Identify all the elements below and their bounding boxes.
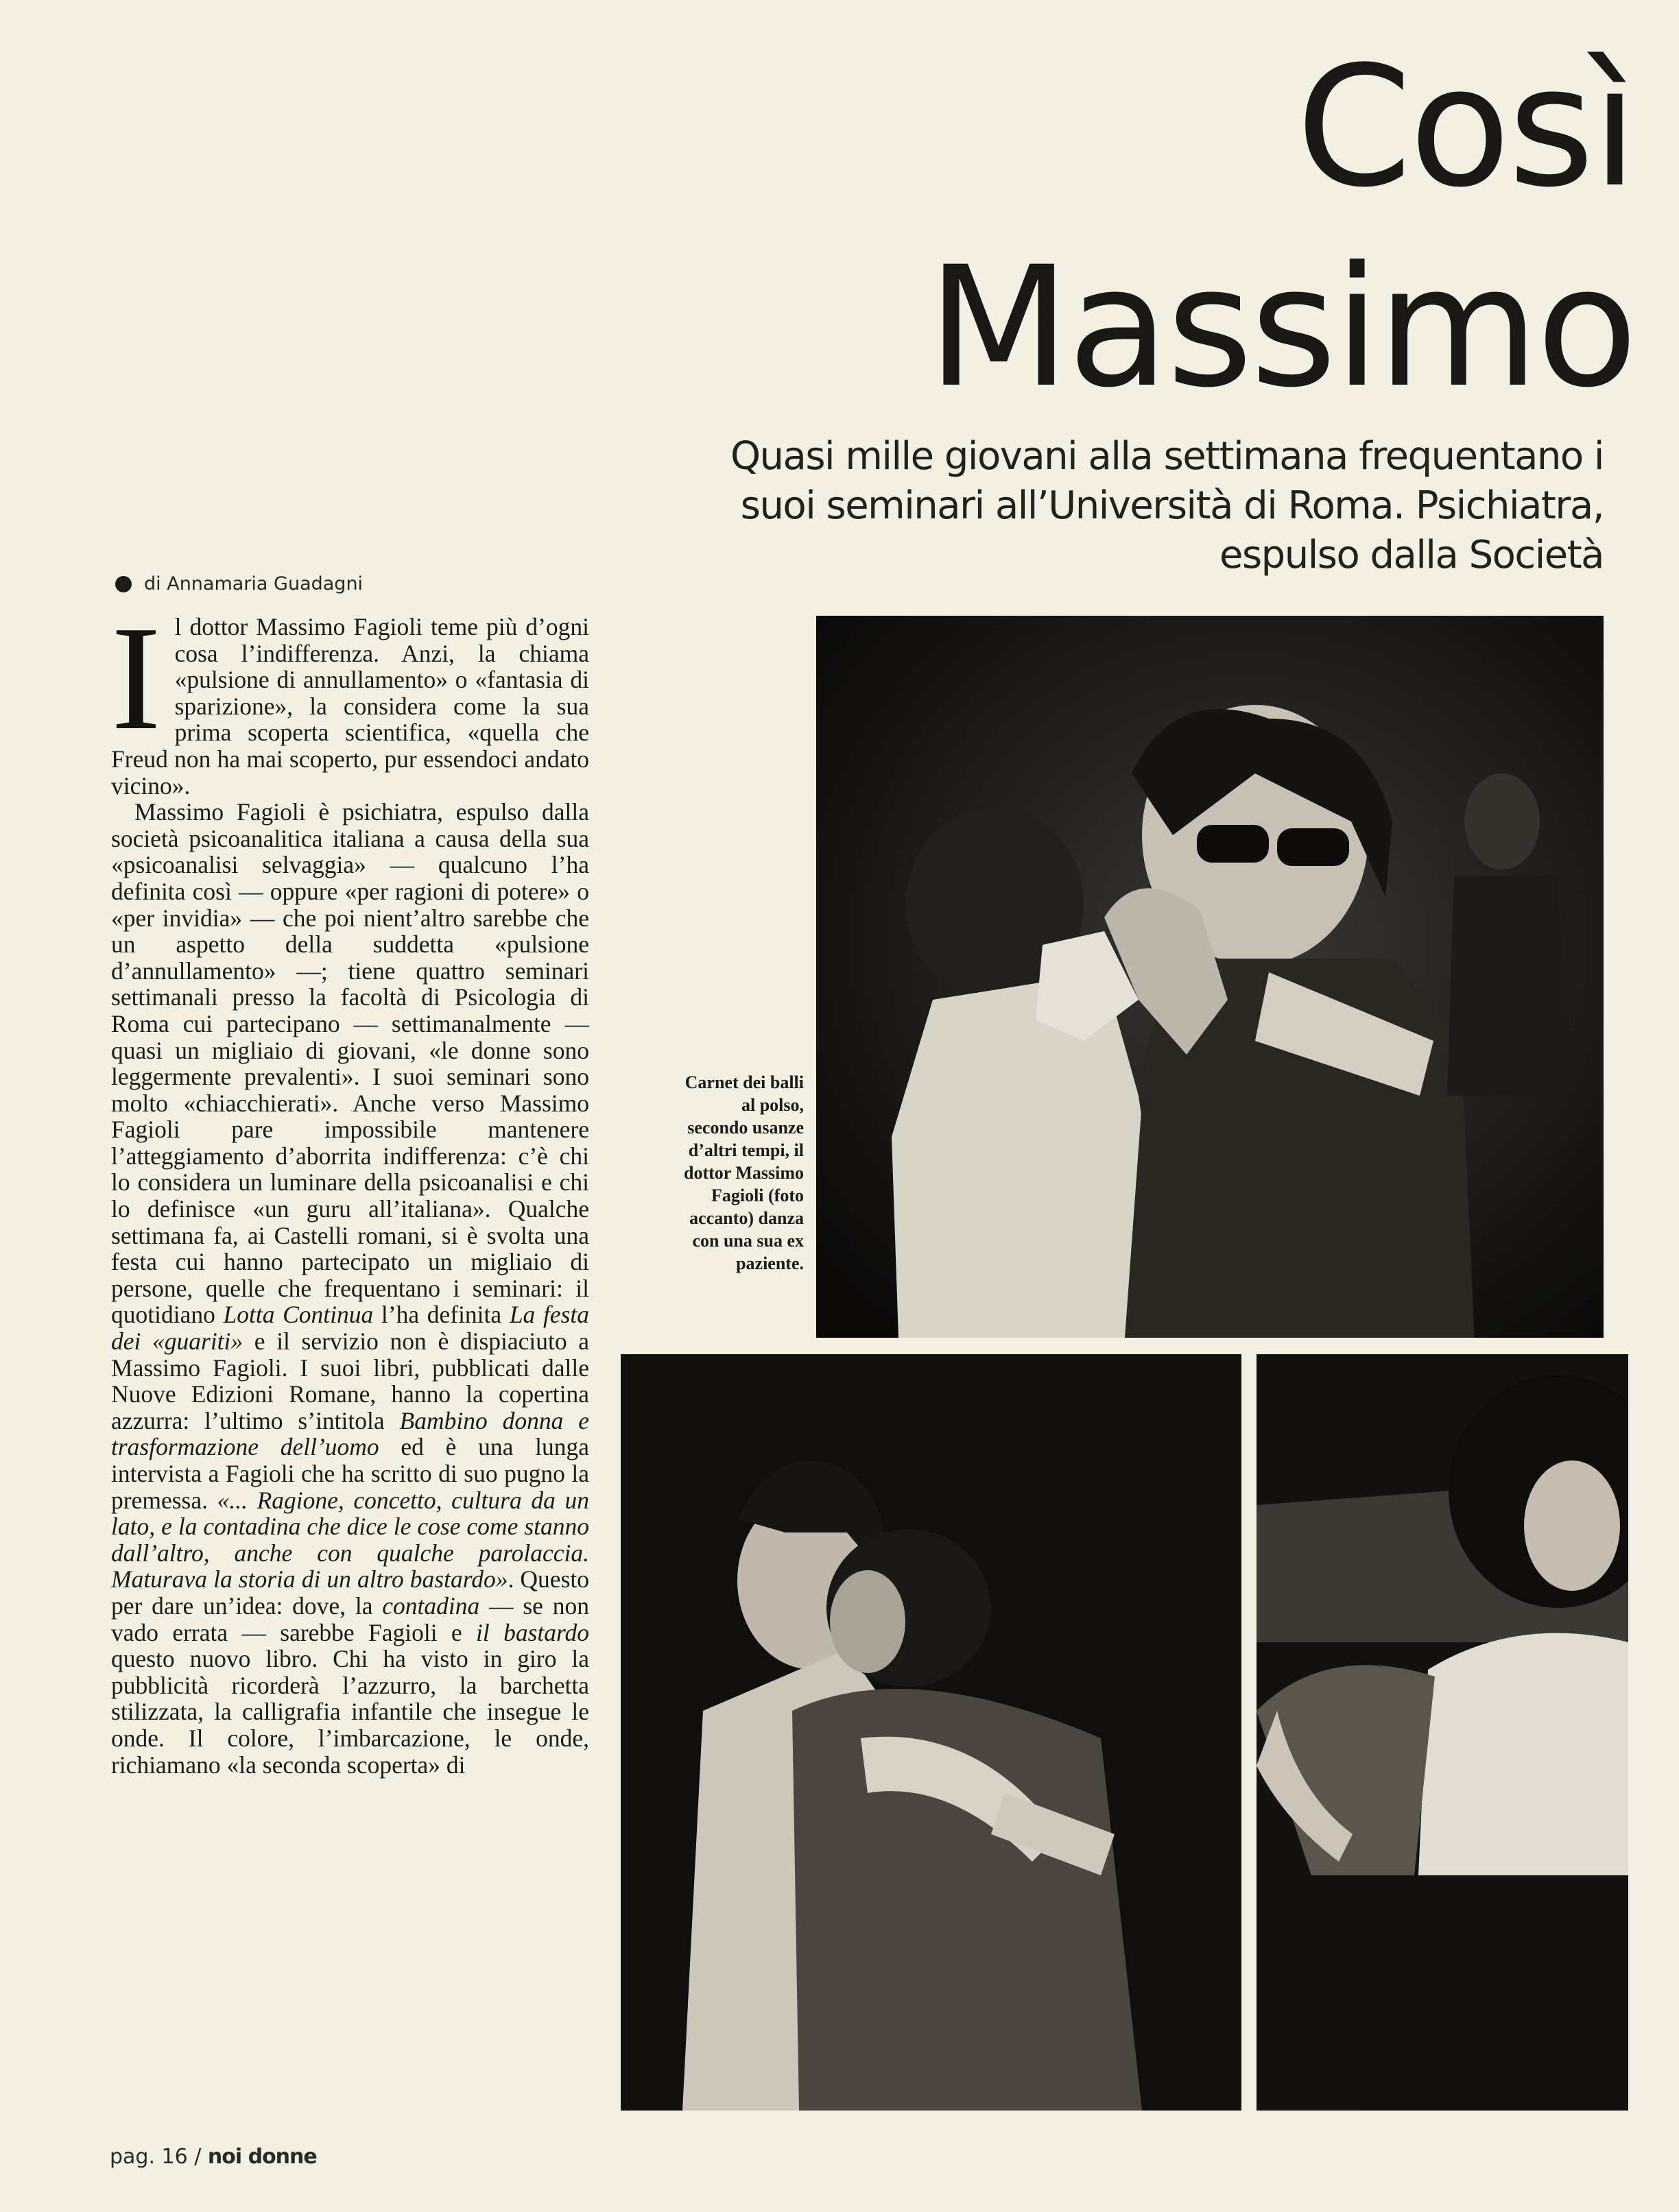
subheadline: Quasi mille giovani alla settimana frequentano i suoi seminari all’Università di Roma. Psichiatra, espulso dalla Società: [730, 434, 1604, 577]
italic-term: contadina: [382, 1591, 480, 1620]
text-run: questo nuovo libro. Chi ha visto in giro la pubblicità ricorderà l’azzurro, la barchetta stilizzata, la calligrafia infantile che insegue le onde. Il colore, l’imbarcazione, le onde, richiamano «la seconda scoperta» di: [111, 1645, 589, 1779]
magazine-name: noi donne: [207, 2145, 317, 2169]
paragraph-1: [111, 596, 589, 800]
book-quote: «... Ragione, concetto, cultura da un lato, e la contadina che dice le cose come stanno dall’altro, anche con qualche parolaccia. Maturava la storia di un altro bastardo»: [111, 1486, 589, 1594]
headline-line-2: Massimo: [927, 231, 1635, 424]
photo-caption: Carnet dei balli al polso, secondo usanze d’altri tempi, il dottor Massimo Fagioli (foto accanto) danza con una sua ex paziente.: [683, 1072, 804, 1273]
photo-woman-standing: [1257, 1354, 1628, 2111]
text-run: . Questo per dare un’idea: dove, la: [111, 1565, 589, 1620]
drop-cap: I: [111, 596, 161, 761]
paragraph-1-text: l dottor Massimo Fagioli teme più d’ogni cosa l’indifferenza. Anzi, la chiama «pulsione di annullamento» o «fantasia di sparizione», la considera come la sua prima scoperta scientifica, «quella che Freud non ha mai scoperto, pur essendoci andato vicino».: [111, 613, 589, 800]
text-run: — se non vado errata — sarebbe Fagioli e: [111, 1591, 589, 1646]
text-run: ed è una lunga intervista a Fagioli che ha scritto di suo pugno la premessa.: [111, 1433, 589, 1514]
paragraph-2: [111, 799, 589, 1778]
article-title-quote: La festa dei «guariti»: [111, 1301, 589, 1356]
photo-dancing-man-sunglasses: [816, 616, 1604, 1338]
page-number: pag. 16 /: [110, 2145, 202, 2169]
byline: [115, 573, 363, 594]
text-run: l’ha definita: [373, 1301, 510, 1329]
text-run: Massimo Fagioli è psichiatra, espulso dalla società psicoanalitica italiana a causa della sua «psicoanalisi selvaggia» — qualcuno l’ha definita così — oppure «per ragioni di potere» o «per invidia» — che poi nient’altro sarebbe che un aspetto della suddetta «pulsione d’annullamento» —; tiene quattro seminari settimanali presso la facoltà di Psicologia di Roma cui partecipano — settimanalmente — quasi un migliaio di giovani, «le donne sono leggermente prevalenti». I suoi seminari sono molto «chiacchierati». Anche verso Massimo Fagioli pare impossibile mantenere l’atteggiamento d’aborrita indifferenza: c’è chi lo considera un luminare della psicoanalisi e chi lo definisce «un guru all’italiana». Qualche settimana fa, ai Castelli romani, si è svolta una festa cui hanno partecipato un migliaio di persone, quelle che frequentano i seminari: il quotidiano: [111, 798, 589, 1329]
headline-line-1: Così: [1296, 31, 1635, 224]
byline-author: di Annamaria Guadagni: [144, 573, 364, 594]
bullet-icon: [115, 576, 132, 592]
page-footer: [110, 2145, 317, 2169]
book-title: Bambino donna e trasformazione dell’uomo: [111, 1406, 589, 1461]
article-body: [111, 596, 590, 1779]
italic-term: il bastardo: [476, 1618, 589, 1646]
text-run: e il servizio non è dispiaciuto a Massimo Fagioli. I suoi libri, pubblicati dalle Nuove Edizioni Romane, hanno la copertina azzurra: l’ultimo s’intitola: [111, 1327, 590, 1434]
newspaper-title: Lotta Continua: [223, 1301, 374, 1329]
headline: [675, 27, 1635, 428]
photo-couple-embracing: [621, 1354, 1241, 2111]
